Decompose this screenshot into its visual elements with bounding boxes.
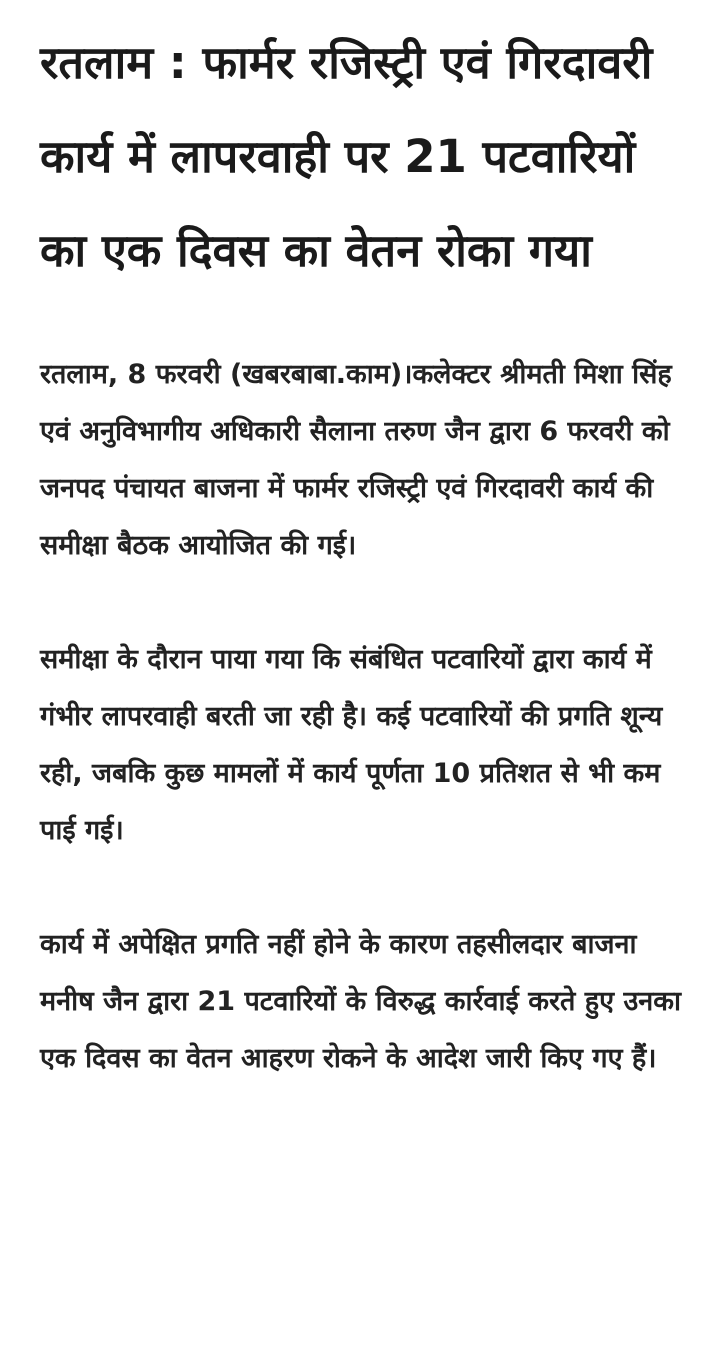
article-paragraph-3: कार्य में अपेक्षित प्रगति नहीं होने के कारण तहसीलदार बाजना मनीष जैन द्वारा 21 पटवारियों के विरुद्ध कार्रवाई करते हुए उनका एक दिवस का वेतन आहरण रोकने के आदेश जारी किए गए हैं। bbox=[40, 929, 681, 1074]
news-article bbox=[40, 16, 690, 1087]
article-headline: रतलाम : फार्मर रजिस्ट्री एवं गिरदावरी कार्य में लापरवाही पर 21 पटवारियों का एक दिवस का वेतन रोका गया bbox=[40, 36, 653, 277]
article-paragraph-1: रतलाम, 8 फरवरी (खबरबाबा.काम)।कलेक्टर श्रीमती मिशा सिंह एवं अनुविभागीय अधिकारी सैलाना तरुण जैन द्वारा 6 फरवरी को जनपद पंचायत बाजना में फार्मर रजिस्ट्री एवं गिरदावरी कार्य की समीक्षा बैठक आयोजित की गई। bbox=[40, 359, 672, 561]
article-paragraph-2: समीक्षा के दौरान पाया गया कि संबंधित पटवारियों द्वारा कार्य में गंभीर लापरवाही बरती जा रही है। कई पटवारियों की प्रगति शून्य रही, जबकि कुछ मामलों में कार्य पूर्णता 10 प्रतिशत से भी कम पाई गई। bbox=[40, 644, 663, 846]
